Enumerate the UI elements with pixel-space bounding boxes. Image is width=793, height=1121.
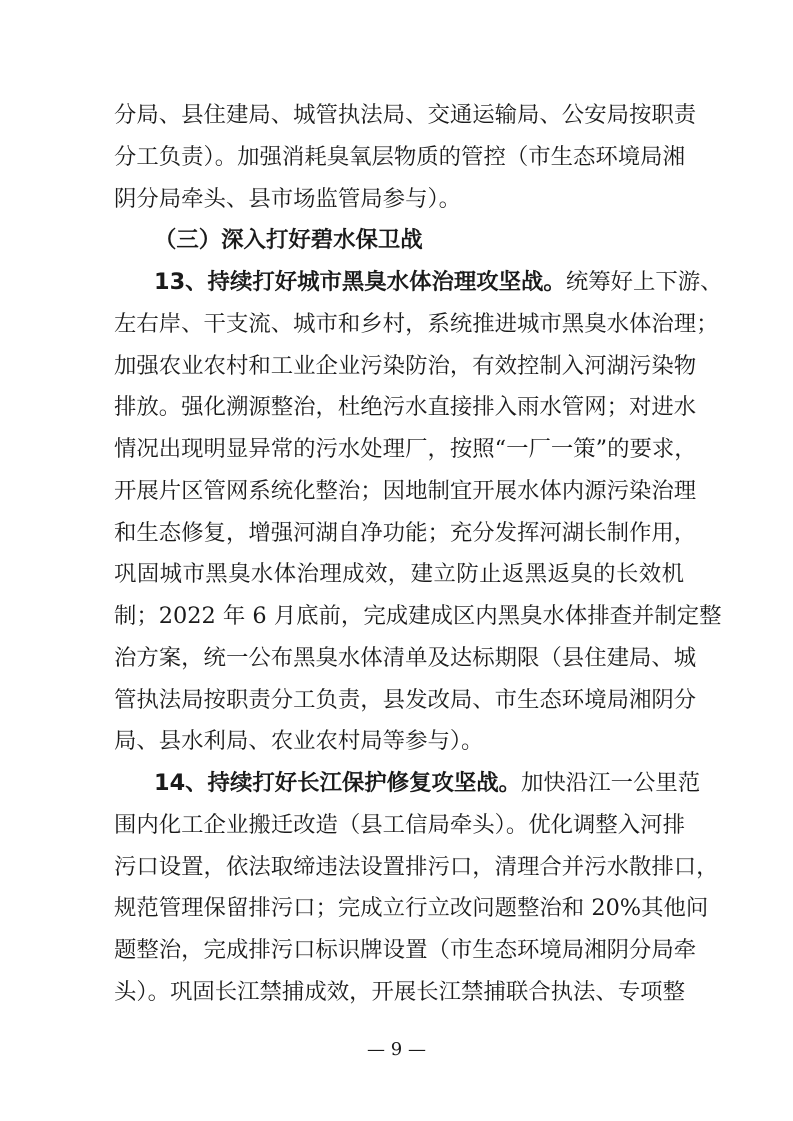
text-line: 围内化工企业搬迁改造（县工信局牵头）。优化调整入河排 — [114, 811, 685, 838]
text-line: 和生态修复，增强河湖自净功能；充分发挥河湖长制作用， — [114, 519, 697, 546]
text-line: 治方案，统一公布黑臭水体清单及达标期限（县住建局、城 — [114, 644, 697, 671]
text-line: 局、县水利局、农业农村局等参与）。 — [114, 728, 484, 755]
text-line: 制；2022 年 6 月底前，完成建成区内黑臭水体排查并制定整 — [114, 603, 722, 630]
paragraph-14-first-line — [154, 763, 701, 803]
paragraph-14-first-rest: 加快沿江一公里范 — [521, 770, 701, 797]
text-line: 情况出现明显异常的污水处理厂，按照“一厂一策”的要求， — [114, 436, 697, 463]
text-line: 加强农业农村和工业企业污染防治，有效控制入河湖污染物 — [114, 352, 697, 379]
text-line: 开展片区管网系统化整治；因地制宜开展水体内源污染治理 — [114, 477, 697, 504]
text-line: 头）。巩固长江禁捕成效，开展长江禁捕联合执法、专项整 — [114, 979, 685, 1005]
page-number: — 9 — — [367, 1039, 426, 1060]
paragraph-13-lead: 13、持续打好城市黑臭水体治理攻坚战。 — [154, 269, 566, 296]
text-line: 管执法局按职责分工负责，县发改局、市生态环境局湘阴分 — [114, 686, 697, 713]
text-line: 排放。强化溯源整治，杜绝污水直接排入雨水管网；对进水 — [114, 394, 697, 421]
text-line: 分工负责）。加强消耗臭氧层物质的管控（市生态环境局湘 — [114, 143, 685, 170]
paragraph-13-first-line — [154, 262, 723, 302]
text-line: 巩固城市黑臭水体治理成效，建立防止返黑返臭的长效机 — [114, 561, 684, 588]
text-line: 阴分局牵头、县市场监管局参与）。 — [114, 185, 462, 212]
text-line: 题整治，完成排污口标识牌设置（市生态环境局湘阴分局牵 — [114, 937, 697, 964]
text-line: 规范管理保留排污口；完成立行立改问题整治和 20%其他问 — [114, 895, 709, 922]
text-line: 左右岸、干支流、城市和乡村，系统推进城市黑臭水体治理； — [114, 310, 719, 337]
text-line: 分局、县住建局、城管执法局、交通运输局、公安局按职责 — [114, 102, 697, 128]
paragraph-13-first-rest: 统筹好上下游、 — [565, 269, 723, 296]
paragraph-14-lead: 14、持续打好长江保护修复攻坚战。 — [154, 770, 522, 797]
text-line: 污口设置，依法取缔违法设置排污口，清理合并污水散排口， — [114, 853, 719, 880]
section-heading: （三）深入打好碧水保卫战 — [154, 227, 423, 254]
